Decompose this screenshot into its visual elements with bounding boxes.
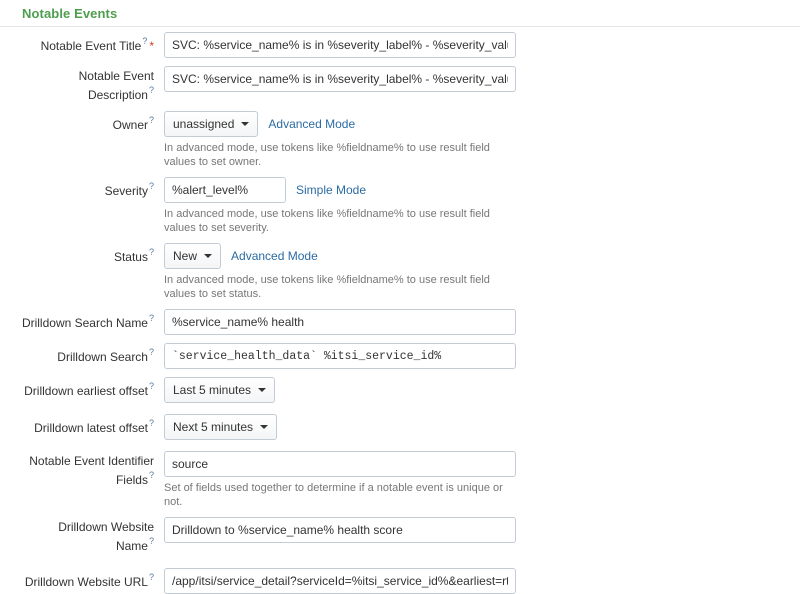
status-hint: In advanced mode, use tokens like %fieldname% to use result field values to set status. [164,274,490,300]
status-dropdown[interactable] [164,243,221,269]
owner-hint: In advanced mode, use tokens like %fieldname% to use result field values to set owner. [164,142,490,168]
label-owner-text: Owner [112,118,148,132]
drilldown-latest-offset-value: Next 5 minutes [173,420,254,434]
drilldown-latest-offset-dropdown[interactable] [164,414,277,440]
row-severity [0,172,800,235]
severity-input[interactable] [164,177,286,203]
field-notable-event-title [164,27,800,58]
row-drilldown-search-name [0,304,800,335]
help-icon[interactable]: ? [148,347,154,357]
row-notable-event-description [0,61,800,103]
label-severity-text: Severity [104,184,148,198]
label-drilldown-earliest-offset-text: Drilldown earliest offset [24,384,148,398]
label-notable-event-identifier-fields-line2: Fields [115,473,148,487]
owner-controls [164,111,800,137]
label-drilldown-website-name [0,512,164,554]
field-drilldown-earliest-offset [164,372,800,403]
help-icon[interactable]: ? [148,313,154,323]
help-icon[interactable]: ? [148,115,154,125]
chevron-down-icon [258,388,266,392]
label-notable-event-title [0,27,164,54]
label-status [0,238,164,265]
label-drilldown-search [0,338,164,365]
chevron-down-icon [241,122,249,126]
notable-event-description-input[interactable] [164,66,516,92]
label-drilldown-latest-offset-text: Drilldown latest offset [34,421,148,435]
page-title: Notable Events [22,6,118,21]
status-controls [164,243,800,269]
field-drilldown-website-url [164,563,800,594]
label-drilldown-website-name-line1: Drilldown Website [58,520,154,534]
help-icon[interactable]: ? [148,85,154,95]
label-owner [0,106,164,133]
row-notable-event-title [0,27,800,58]
owner-advanced-mode-link[interactable]: Advanced Mode [268,117,356,131]
label-drilldown-website-url [0,563,164,590]
drilldown-search-name-input[interactable] [164,309,516,335]
row-drilldown-earliest-offset [0,372,800,403]
label-drilldown-earliest-offset [0,372,164,399]
notable-event-identifier-fields-hint: Set of fields used together to determine if a notable event is unique or not. [164,482,503,508]
notable-event-identifier-fields-input[interactable] [164,451,516,477]
label-drilldown-search-name [0,304,164,331]
status-advanced-mode-link[interactable]: Advanced Mode [231,249,318,263]
label-drilldown-website-url-text: Drilldown Website URL [24,575,148,589]
help-icon[interactable]: ? [148,181,154,191]
status-dropdown-value: New [173,249,198,263]
help-icon[interactable]: ? [142,36,148,46]
help-icon[interactable]: ? [148,470,154,480]
row-drilldown-website-name [0,512,800,554]
field-drilldown-search-name [164,304,800,335]
row-drilldown-website-url [0,563,800,594]
row-owner [0,106,800,169]
help-icon[interactable]: ? [148,572,154,582]
owner-dropdown-value: unassigned [173,117,235,131]
severity-hint: In advanced mode, use tokens like %fieldname% to use result field values to set severity. [164,208,490,234]
notable-events-form [0,27,800,594]
row-drilldown-latest-offset [0,409,800,440]
row-status [0,238,800,301]
drilldown-website-url-input[interactable] [164,568,516,594]
drilldown-website-name-input[interactable] [164,517,516,543]
label-notable-event-identifier-fields-line1: Notable Event Identifier [29,454,154,468]
label-severity [0,172,164,199]
drilldown-earliest-offset-value: Last 5 minutes [173,383,252,397]
owner-dropdown[interactable] [164,111,258,137]
label-notable-event-identifier-fields [0,446,164,488]
required-marker: * [149,39,154,53]
label-drilldown-search-name-text: Drilldown Search Name [21,316,148,330]
label-notable-event-description [0,61,164,103]
label-notable-event-description-line2: Description [87,88,148,102]
field-drilldown-website-name [164,512,800,543]
help-icon[interactable]: ? [148,247,154,257]
field-drilldown-latest-offset [164,409,800,440]
field-status [164,238,800,301]
severity-controls [164,177,800,203]
help-icon[interactable]: ? [148,381,154,391]
label-status-text: Status [113,250,148,264]
help-icon[interactable]: ? [148,536,154,546]
field-notable-event-description [164,61,800,92]
severity-simple-mode-link[interactable]: Simple Mode [296,183,367,197]
chevron-down-icon [204,254,212,258]
label-notable-event-description-line1: Notable Event [78,69,154,83]
help-icon[interactable]: ? [148,418,154,428]
field-owner [164,106,800,169]
row-notable-event-identifier-fields [0,446,800,509]
field-notable-event-identifier-fields [164,446,800,509]
label-notable-event-title-text: Notable Event Title [40,39,142,53]
field-severity [164,172,800,235]
drilldown-search-input[interactable] [164,343,516,369]
row-drilldown-search [0,338,800,369]
field-drilldown-search [164,338,800,369]
chevron-down-icon [260,425,268,429]
label-drilldown-latest-offset [0,409,164,436]
notable-event-title-input[interactable] [164,32,516,58]
drilldown-earliest-offset-dropdown[interactable] [164,377,275,403]
label-drilldown-website-name-line2: Name [115,539,148,553]
label-drilldown-search-text: Drilldown Search [57,350,148,364]
